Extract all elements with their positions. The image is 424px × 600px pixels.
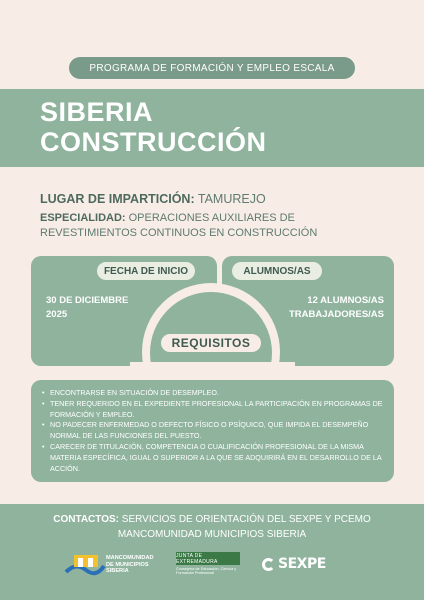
alumnos-value-line2: TRABAJADORES/AS [288, 309, 384, 320]
fecha-label: FECHA DE INICIO [97, 262, 195, 280]
requisito-item: • TENER REQUERIDO EN EL EXPEDIENTE PROFESIONAL LA PARTICIPACIÓN EN PROGRAMAS DE FORMACIÓN Y EMPLEO. [41, 399, 384, 421]
contact-line-2: MANCOMUNIDAD MUNICIPIOS SIBERIA [117, 529, 307, 540]
sexpe-logo-text: SEXPE [278, 556, 326, 572]
requisito-item: • ENCONTRARSE EN SITUACIÓN DE DESEMPLEO. [41, 388, 384, 399]
contact-key: CONTACTOS: [53, 514, 119, 525]
alumnos-value-line1: 12 ALUMNOS/AS [307, 295, 384, 306]
mancomunidad-logo-text: MANCOMUNIDAD DE MUNICIPIOS SIBERIA [106, 555, 154, 574]
fecha-value-line2: 2025 [46, 309, 68, 320]
junta-logo: JUNTA DE EXTREMADURA [176, 552, 240, 565]
sexpe-logo [262, 556, 326, 572]
lugar-line [40, 192, 266, 206]
fecha-value-line1: 30 DE DICIEMBRE [46, 295, 129, 306]
requisitos-title: REQUISITOS [159, 332, 263, 354]
requisito-item: • NO PADECER ENFERMEDAD O DEFECTO FÍSICO O PSÍQUICO, QUE IMPIDA EL DESEMPEÑO NORMAL DE LAS FUNCIONES DEL PUESTO. [41, 420, 384, 442]
requisitos-box [31, 380, 394, 482]
especialidad-value-continued: REVESTIMIENTOS CONTINUOS EN CONSTRUCCIÓN [40, 227, 318, 239]
page-title: SIBERIA [40, 97, 154, 127]
especialidad-key: ESPECIALIDAD: [40, 212, 126, 224]
alumnos-value [260, 294, 384, 322]
lugar-key: LUGAR DE IMPARTICIÓN: [40, 192, 195, 206]
page-subtitle: CONSTRUCCIÓN [40, 127, 267, 157]
alumnos-label: ALUMNOS/AS [232, 262, 322, 280]
program-banner: PROGRAMA DE FORMACIÓN Y EMPLEO ESCALA [69, 57, 355, 79]
lugar-value: TAMUREJO [197, 192, 266, 206]
requisitos-list [41, 388, 384, 474]
contact-value: SERVICIOS DE ORIENTACIÓN DEL SEXPE Y PCEMO [121, 514, 371, 525]
contact-line [0, 514, 424, 525]
especialidad-line [40, 212, 295, 224]
sexpe-ring-icon [262, 558, 275, 571]
junta-logo-subtitle: Consejería de Educación, Ciencia y Formación Profesional [176, 567, 237, 575]
fecha-value [46, 294, 146, 322]
requisito-item: • CARECER DE TITULACIÓN, COMPETENCIA O CUALIFICACIÓN PROFESIONAL DE LA MISMA MATERIA ESPECÍFICA, IGUAL O SUPERIOR A LA QUE SE ADQUIRIRÁ EN EL DESARROLLO DE LA ACCIÓN. [41, 442, 384, 474]
especialidad-value: OPERACIONES AUXILIARES DE [128, 212, 295, 224]
